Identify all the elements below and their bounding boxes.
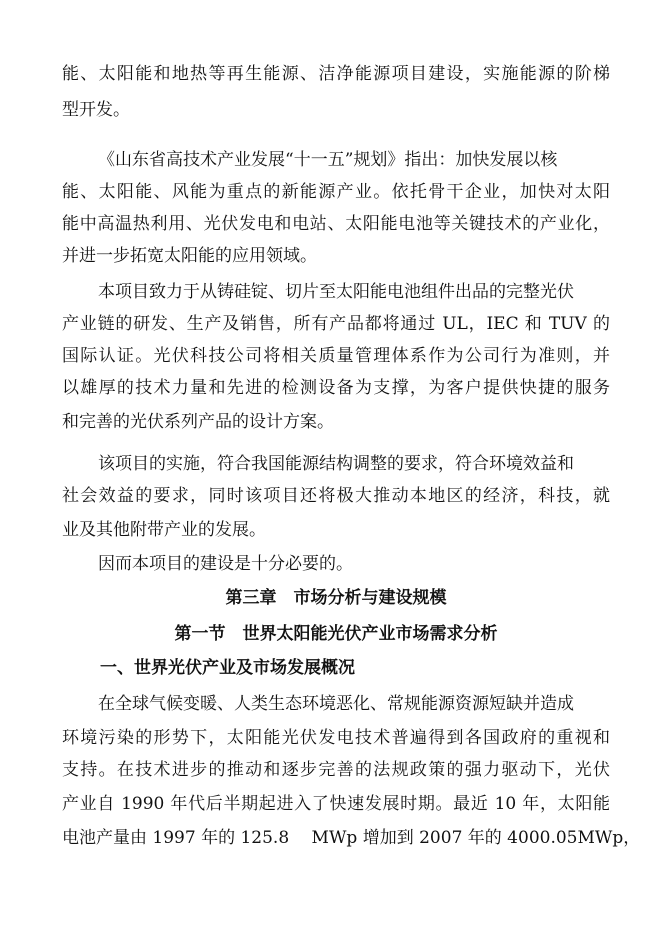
paragraph-2-line-3: 能中高温热利用、光伏发电和电站、太阳能电池等关键技术的产业化，: [62, 214, 610, 234]
final-paragraph-line-3: 支持。在技术进步的推动和逐步完善的法规政策的强力驱动下，光伏: [62, 760, 610, 780]
paragraph-3-line-4: 以雄厚的技术力量和先进的检测设备为支撑，为客户提供快捷的服务: [62, 378, 610, 398]
paragraph-4-line-3: 业及其他附带产业的发展。: [62, 520, 266, 540]
paragraph-2-line-2: 能、太阳能、风能为重点的新能源产业。依托骨干企业，加快对太阳: [62, 182, 610, 202]
paragraph-1-line-2: 型开发。: [62, 100, 130, 120]
paragraph-2-line-1: 《山东省高技术产业发展“十一五”规划》指出：加快发展以核: [98, 150, 558, 170]
final-paragraph-line-2: 环境污染的形势下，太阳能光伏发电技术普遍得到各国政府的重视和: [62, 728, 610, 748]
paragraph-4-line-1: 该项目的实施，符合我国能源结构调整的要求，符合环境效益和: [98, 454, 574, 474]
paragraph-5-line-1: 因而本项目的建设是十分必要的。: [98, 554, 353, 574]
subsection-heading: 一、世界光伏产业及市场发展概况: [100, 658, 355, 678]
paragraph-1-line-1: 能、太阳能和地热等再生能源、洁净能源项目建设，实施能源的阶梯: [62, 64, 610, 84]
section-heading: 第一节 世界太阳能光伏产业市场需求分析: [174, 624, 498, 644]
paragraph-3-line-5: 和完善的光伏系列产品的设计方案。: [62, 412, 334, 432]
final-paragraph-line-1: 在全球气候变暖、人类生态环境恶化、常规能源资源短缺并造成: [98, 694, 574, 714]
chapter-heading: 第三章 市场分析与建设规模: [225, 588, 447, 608]
paragraph-4-line-2: 社会效益的要求，同时该项目还将极大推动本地区的经济，科技，就: [62, 486, 610, 506]
paragraph-3-line-1: 本项目致力于从铸硅锭、切片至太阳能电池组件出品的完整光伏: [98, 282, 574, 302]
final-paragraph-line-5: 电池产量由 1997 年的 125.8 MWp 增加到 2007 年的 4000.05MWp，: [62, 828, 641, 848]
final-paragraph-line-4: 产业自 1990 年代后半期起进入了快速发展时期。最近 10 年，太阳能: [62, 794, 610, 814]
paragraph-2-line-4: 并进一步拓宽太阳能的应用领域。: [62, 246, 317, 266]
paragraph-3-line-3: 国际认证。光伏科技公司将相关质量管理体系作为公司行为准则，并: [62, 346, 610, 366]
paragraph-3-line-2: 产业链的研发、生产及销售，所有产品都将通过 UL，IEC 和 TUV 的: [62, 314, 610, 334]
